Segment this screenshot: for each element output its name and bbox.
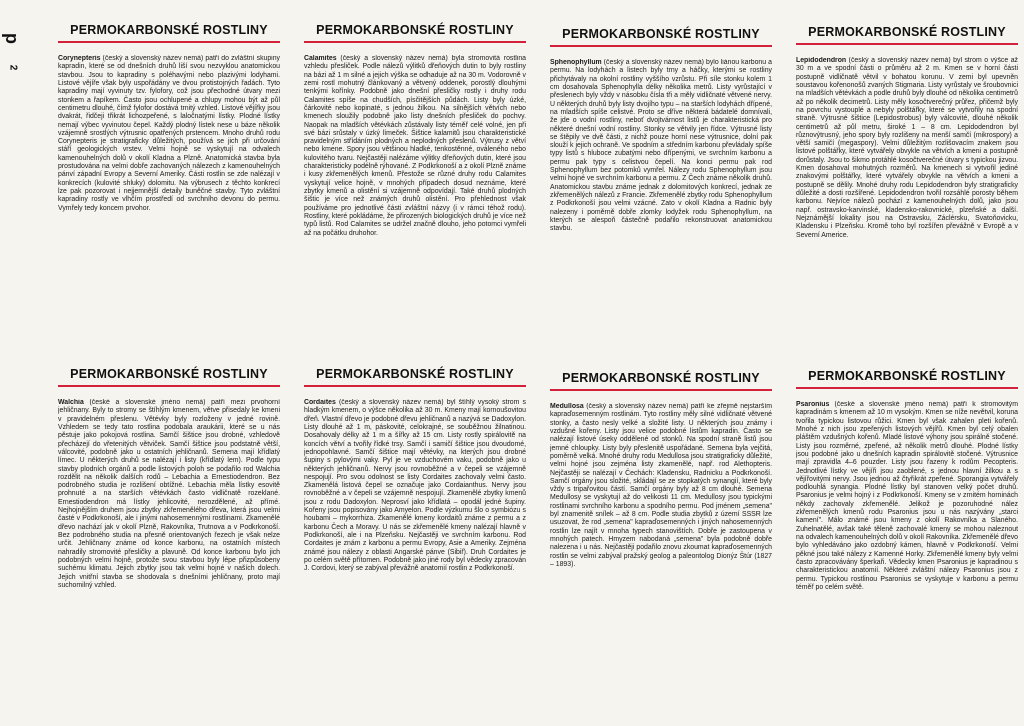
card-title: PERMOKARBONSKÉ ROSTLINY [316, 367, 514, 381]
card-term: Calamites [304, 55, 337, 62]
card-body [796, 57, 1018, 321]
card-body [550, 403, 772, 705]
card-text: (český a slovenský název nemá) byl strom o výšce až 30 m a ve spodní části o průměru až 2 m. Kmen se v horní části postupně vidličnatě větvil v bohatou korunu. V zemi byl upevněn soustavou kořenonošů zvaných Stigmaria. Listy vyrůstaly ve šroubovnici na mladších větévkách a podle druhů byly dlouhé od několika centimetrů až po několik decimetrů. Listy měly kosočtverečný průřez, přičemž byly na povrchu vystouplé a nebyly polštářky, které se vytvořily na spodní straně. Výtrusné šištice (Lepidostrobus) byly válcovité, dlouhé několik centimetrů až půl metru, široké 1 – 8 cm. Lepidodendron byl různovýtrusný, jeho spory byly rozlišeny na menší samčí (mikrospory) a větší samičí (megaspory). Velmi důležitým rozlišovacím znakem jsou listové polštářky, které vytvářely obvykle na větvích a kmeni a postupně dorůstaly. Jsou to šikmo protáhlé kosočtverečné útvary s typickou jizvou. Kmen dosahoval mohutných rozměrů. Na kmenech si vytvořil jediné znakovými polštářky, které vytvářely obvykle na větvích a kmeni a postupně se dělily. Mnohé druhy rodu Lepidodendron byly stratigraficky důležité a dosti rozšířené. Lepidodendron tvořil rozsáhlé porosty během karbonu. Nejvíce nálezů pochází z kamenouhelných dolů, jako jsou např. ostravsko-karvinské, kladensko-rakovnické, plzeňské a další. Nejznámější lokality jsou na Ostravsku, Záclérsku, Svatoňovicku, Kladensku i Plzeňsku. Kromě toho byl rozšířen převážně v Evropě a v Severní Americe. [796, 57, 1018, 239]
card-divider [58, 41, 280, 43]
card-term: Walchia [58, 399, 84, 406]
card-divider [550, 45, 772, 47]
card-term: Psaronius [796, 401, 830, 408]
card-title: PERMOKARBONSKÉ ROSTLINY [316, 23, 514, 37]
card-term: Medullosa [550, 403, 584, 410]
card-body [304, 399, 526, 713]
card-psaronius [796, 368, 1018, 721]
card-text: (české a slovenské jméno nemá) patří mezi prvohorní jehličnany. Byly to stromy se štíhlým kmenem, větve přisedaly ke kmeni v pravidelném přeslenu. Větévky byly rozloženy v jedné rovině. Vzhledem se tedy tato rostlina podobala araukárii, které se u nás pěstuje jako pokojová rostlina. Samčí šištice jsou drobné, vzhledově přecházejí do vřetenitých větviček. Samčí šištice jsou podstatně větší, válcovité, podobně jako u ostatních jehličnanů. Semena mají křídlatý límec. U některých druhů se nalézají i listy (křídlatý lem). Podle typu stavby plodních orgánů a podle listových poloh se podařilo rod Walchia rozdělit na několik dalších rodů – Lebachia a Ernestiodendron. Bez podrobného studia je rozlišení obtížné. Lebachia měla lístky esovitě prohnuté a na starších větévkách často vidličnatě rozeklané. Ernestiodendron má lístky jehlicovité, nerozdělené, až přímé. Nejhojnějším druhem jsou zbytky zkřemenělého dřeva, která jsou velmi časté v Podkrkonoší, ale i jinými nahosemennými rostlinami. Zkamenělé dřevo nachází jak v okolí Plzně, Rakovníka, Trutnova a v Podkrkonoší. Bez podrobného studia na přesně orientovaných řezech je však nelze určit. Jehličnany známe od konce karbonu, na ostatních místech nahradily stromovité přesličky a plavuně. Od konce karbonu bylo jich podobných velmi hojně, protože svou stavbou byly lépe přizpůsobeny suchému klimatu. Jejich zbytky jsou tak velmi hojné v naších dolech. Jejich vnitřní stavba se shodovala s dnešními jehličnany, proto mají suchomilný vzhled. [58, 399, 280, 589]
card-body [796, 401, 1018, 721]
card-corynepteris [58, 22, 280, 325]
card-title: PERMOKARBONSKÉ ROSTLINY [70, 367, 268, 381]
card-walchia [58, 366, 280, 713]
card-title: PERMOKARBONSKÉ ROSTLINY [562, 371, 760, 385]
card-cordaites [304, 366, 526, 713]
card-text: (český a slovenský název nemá) bylo liánou karbonu a permu. Na lodyhách a listech byly trny a háčky, kterými se rostliny přichytávaly na okolní rostliny vyššího vzrůstu. Při síle stonku kolem 1 cm dosahovala Sphenophylla délky několika metrů. Listy vyrůstající v přeslenech byly vždy v násobku čísla tři a měly vidličnaté větvené nervy. U některých druhů byly listy dvojího typu – na starších lodyhách dřípené, na mladších spíše celistvé. Proto se dříve některá bádatelé domnívali, že jde o vodní rostliny, neboť dvojtvárnost listů je charakteristická pro některé dnešní vodní rostliny. Stonky se větvily jen řídce. Výtrusné listy se štěpily ve dvě části, z nichž pouze horní nese výtrusnice, dolní pak slouží k jejich ochraně. Ve spodním a středním karbonu převládaly spíše typy listů s hluboce zubatými nebo dřípenými, ve svrchním karbonu a permu pak typy s celistvou čepelí. Na konci permu pak rod Sphenophyllum bez potomků vymřel. Nálezy rodu Sphenophyllum jsou velmi hojné ve svrchním karbonu a permu. Z Čech známe několik druhů. Anatomickou stavbu známe jednak z dolomitových konkrecí, jednak ze zkřemenělých nálezů z Francie. Zkřemenělé zbytky rodu Sphenophyllum z Podkrkonoší jsou velmi vzácné. Zato v okolí Kladna a Radnic byly nalezeny i poměrně dobře zlomky lodyžek rodu Sphenophyllum, na kterých se alespoň částečně podařilo rekonstruovat anatomickou stavbu. [550, 59, 772, 233]
card-grid [58, 22, 1018, 722]
card-body [58, 399, 280, 713]
card-divider [550, 389, 772, 391]
card-title: PERMOKARBONSKÉ ROSTLINY [808, 25, 1006, 39]
card-text: (český a slovenský název nemá) patří do zvláštní skupiny kapradin, které se od dnešních druhů liší svou nezvyklou anatomickou stavbou. Jsou to kapradiny s poléhavými nebo plazivými lodyhami. Listové vějíře však byly uspořádány ve dvou protistojných řadách. Tyto kapradiny mají vyvinuty tzv. fylofory, což jsou přechodné útvary mezi stonkem a řapíkem. Často jsou ochlupené a chlupy mohou být až půl centimetru dlouhé, čímž fylofor dostává trnitý vzhled. Listové vějířky jsou dvakrát, řidčeji třikrát lichozpeřené, s laločnatými lístky. Plodné lístky nemají výbec vyvinutou čepel. Každý plodný lístek nese u báze několik vzájemně srostlých výtrusnic opatřených prstencem. Mnoho druhů rodu Corynepteris je stratigraficky důležitých, používá se jich při určování stáří geologických vrstev. Velmi hojně se vyskytují na odvalech kamenouhelných dolů v okolí Kladna a Plzně. Anatomická stavba byla prostudována na velmi dobře zachovaných nálezech z kamenouhelných pánví západní Evropy a Severní Ameriky. Části rostlin se zde nalézají v konkrecích (kulovité shluky) dolomitu. Na výbrusech z těchto konkrecí lze pak pozorovat i nejjemnější detaily buněčné stavby. Tyto zvláštní kapradiny rostly ve vlhčím prostředí od svrchního devonu do permu. Vymřely tedy koncem prvohor. [58, 55, 280, 212]
card-term: Corynepteris [58, 55, 101, 62]
card-body [304, 55, 526, 347]
card-sphenophyllum [550, 26, 772, 319]
card-text: (české a slovenské jméno nemá) patří k stromovitým kapradinám s kmenem až 10 m vysokým. Kmen se níže nevětvil, koruna tvořila typickou listovou růžici. Kmen byl však zahalen pleti kořenů. Mnohé z nich jsou zpeřených listových vějířů. Kmen byl celý obalen pláštěm vzdušných kořenů. Mladé listové výhony jsou spirálně stočené. Listy jsou rozměrné, zpeřené, až několik metrů dlouhé. Plodné lístky jsou podobné jako u dnešních kapradin spirálovitě stočené. Výtrusnice mají zpravidla 4–6 pouzder. Listy jsou řazeny k rodům Pecopteris. Jednotlivé lístky ve vějíři jsou zaoblené, s jednou hlavní žilkou a s vějířovitými nervy. Jsou jednou až čtyřikrát zpeřené. Sporangia vytvářely podlouhlá synangia. Plodné lístky byl stanoven velký počet druhů. Psaronius je velmi hojný i z Podkrkonoší. Kmeny se v zrnitém horninách někdy zachovaly zkřemenělé. Jelikož je pozoruhodné nález zkřemenělých kmenů rodu Psaronius jsou u nás nazývány „starci kamení". Málo známé jsou kmeny z okolí Rakovníka a Slaného. Zuhelnatělé, avšak také těleně zachovalé kmeny se mohou naleznout na odvalech kamenouhelných dolů v okolí Rakovníka. Zkřemenělé dřevo bylo vyhledáváno jako ozdobný kámen, hlavně v Podkrkonoší. Velmi pěkné jsou také nálezy z Kamenné Horky. Zkřemenělé kmeny byly velmi často zpracovávány šperkaři. Vědecky kmen Psaronius je kapradinou s charakteristickou anatomií. Některé zvláštní nálezy Psaronius jsou z permu. Typickou rostlinou Psaronius se vyskytuje v karbonu a permu téměř po celém světě. [796, 401, 1018, 591]
card-text: (český a slovenský název nemá) byla stromovitá rostlina vzhledu přesliček. Podle nálezů výlitků dřeňových dutin to byly rostliny na bázi až 1 m silné a jejich výška se odhaduje až na 30 m. Vodorovně v zemi rostl mohutný článkovaný a větvený oddenek, porostlý dlouhými tenkými kořínky. Podobně jako dnešní přesličky rostly i druhy rodu Calamites spíše na chudších, písčitějších půdách. Listy byly úzké, čárkovité nebo kopinaté, s jednou žilkou. Na silnějších větvích nebo kmenech sloužily podobně jako listy dnešních přesliček do pochvy. Naopak na mladších větévkách zůstávaly listy téměř celé volné, jen při své bázi srůstaly v úzký límeček. Šištice kalamitů jsou charakteristické pravidelným střídáním plodných a neplodných přeslenů. Výtrusy z větví nebo kmene. Spory jsou většinou hladké, tenkostěnné, ováleného nebo kulovitého tvaru. Nejčastěji nalézáme výlitky dřeňových dutin, které jsou charakteristicky podélně rýhované. Z Podkrkonoší a z okolí Plzně známe i kusy zkřemenělých kmenů. Přestože se různé druhy rodu Calamites vyskytují velice hojně, v mnohých případech dosud neznáme, které zbytky kmenů a olistění si vzájemně odpovídají. Také druhů plodných šištic je více než známých druhů olistění. Pro přehlednost však používáme pro jednotlivé části zvláštní názvy (i v rámci téhož rodu). Rostliny, které pokládáme, že přirozených biologických druhů je více než typů listů. Rod Calamites se udržel značně dlouho, jeho potomci vymřeli až na počátku druhohor. [304, 55, 526, 237]
card-lepidodendron [796, 24, 1018, 321]
card-title: PERMOKARBONSKÉ ROSTLINY [808, 369, 1006, 383]
side-number: 2 [7, 64, 19, 71]
card-title: PERMOKARBONSKÉ ROSTLINY [562, 27, 760, 41]
card-term: Cordaites [304, 399, 336, 406]
page-side-marker [4, 28, 26, 84]
card-title: PERMOKARBONSKÉ ROSTLINY [70, 23, 268, 37]
card-divider [58, 385, 280, 387]
card-divider [304, 41, 526, 43]
card-text: (český a slovenský název nemá) patří ke zřejmě nejstarším kapraďosemenným rostlinám. Tyto rostliny měly silné vidličnaté větvené stonky, a často nesly velké a složité listy. U některých jsou známy i vzdušné kořeny. Listy jsou velice podobné listům kapradin. Často se nalézají listové úseky oddělené od stonků. Na spodní straně listů jsou jemné chloupky. Listy byly přeslenitě uspořádané. Semena byla vejčitá, poměrně velká. Mnohé druhy rodu Medullosa jsou stratigraficky důležité, velmi hojné jsou zejména listy zkamenělé, např. rod Alethopteris. Nejčastěji se nalézají v Čechách: Kladensku, Radnicku a Podkrkonoší. Samčí orgány jsou složité, skládají se ze stopkatých synangií, které byly vždy s tripařovitou částí. Samčí orgány byly až 8 cm dlouhé. Semena Medullosy se vyskytují až do velikosti 11 cm. Medullosy jsou typickými rostlinami svrchního karbonu a spodního permu. Pod jménem „semena" byl znamenitě snílek – až 8 cm. Podle studia zbytků z území SSSR lze usuzovat, že rod „semena" kapraďosemenných i jiných nahosemenných rostlin lze najít v mnoha typech stanovištích. Dobře je zastoupena v mnohých patech. Hmyzem nabodaná „semena" byla podobně dobře nalezena i u nás. Nejčastěji podařilo znovu zkoumat kapraďosemenných rostlin se velmi zabýval pražský geolog a paleontolog Dionýz Štúr (1827 – 1893). [550, 403, 772, 568]
card-text: (český a slovenský název nemá) byl štíhlý vysoký strom s hladkým kmenem, o výšce několika až 30 m. Kmeny mají kornoušovitou dřeň. Vlastní dřevo je podobné dřevu jehličnanů a nazývá se Dadoxylon. Listy dlouhé až 1 m, páskovité, celokrajné, se souběžnou žilnatinou. Dosahovaly délky až 1 m a šířky až 15 cm. Listy rostly spirálovitě na koncích větví a tvořily řídké trsy. Samčí i samičí šištice jsou dvoudomé, jednopohlavné. Samčí šištice mají větévky, na kterých jsou drobné šupiny s pylovými vaky. Pyl je ve vzduchovém vaku, podobně jako u některých jehličnanů. Nervy jsou rovnoběžné a v čepeli se vzájemně nespojují. Pro svou odolnost se listy Cordaites zachovaly velmi často. Zkamenělá listová čepel se označuje jako Cordaianthus. Nervy jsou rovnoběžné a v čepeli se vzájemně nespojují. Zkamenělé zbytky kmenů jsou z rodu Dadoxylon. Neprosví jako křídlatá – opodál jedné šupiny. Kořeny jsou popisovány jako Amyelon. Podle výzkumu šlo o symbiózu s houbami – mykorrhiza. Zkamenělé kmeny kordaitů známe z permu a z karbonu Čech a Moravy. U nás se zkřemenělé kmeny nalézají hlavně v Podkrkonoší, ale i na Plzeňsku. Nejčastěji ve svrchním karbonu. Rod Cordaites je znám z karbonu a permu Evropy, Asie a Ameriky. Zejména známé jsou nálezy z oblasti Angarské pánve (Sibiř). Druh Cordaites je po celém světě přítomen. Podobně jako jiné rody byl vědecky zpracován J. Cordovi, který se zabýval převážně anatomií rostlin z Podkrkonoší. [304, 399, 526, 573]
card-term: Lepidodendron [796, 57, 847, 64]
card-medullosa [550, 370, 772, 705]
card-body [58, 55, 280, 325]
card-divider [796, 387, 1018, 389]
card-term: Sphenophyllum [550, 59, 602, 66]
card-divider [304, 385, 526, 387]
side-letter: p [2, 33, 22, 44]
card-calamites [304, 22, 526, 347]
card-divider [796, 43, 1018, 45]
card-body [550, 59, 772, 319]
